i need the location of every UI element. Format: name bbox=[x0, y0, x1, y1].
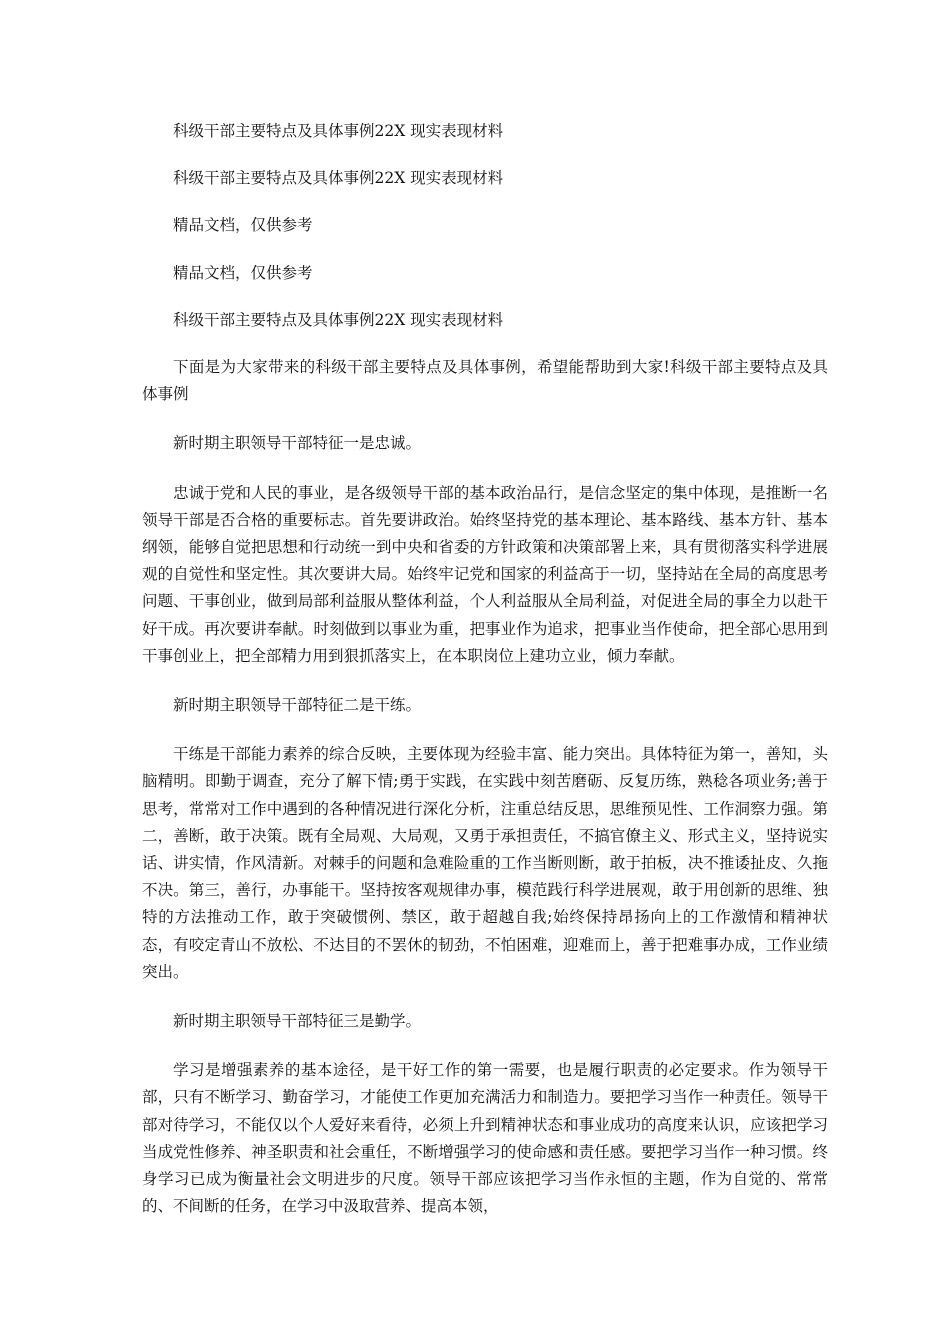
section-1-body: 忠诚于党和人民的事业，是各级领导干部的基本政治品行，是信念坚定的集中体现，是推断一名领导干部是否合格的重要标志。首先要讲政治。始终坚持党的基本理论、基本路线、基本方针、基本纲领，能够自觉把思想和行动统一到中央和省委的方针政策和决策部署上来，具有贯彻落实科学进展观的自觉性和坚定性。其次要讲大局。始终牢记党和国家的利益高于一切，坚持站在全局的高度思考问题、干事创业，做到局部利益服从整体利益，个人利益服从全局利益，对促进全局的事全力以赴干好干成。再次要讲奉献。时刻做到以事业为重，把事业作为追求，把事业当作使命，把全部心思用到干事创业上，把全部精力用到狠抓落实上，在本职岗位上建功立业，倾力奉献。 bbox=[142, 483, 828, 665]
document-page bbox=[142, 118, 828, 1221]
header-line-1: 科级干部主要特点及具体事例22X 现实表现材料 bbox=[173, 122, 504, 140]
section-3-body: 学习是增强素养的基本途径，是干好工作的第一需要，也是履行职责的必定要求。作为领导干部，只有不断学习、勤奋学习，才能使工作更加充满活力和制造力。要把学习当作一种责任。领导干部对待学习，不能仅以个人爱好来看待，必须上升到精神状态和事业成功的高度来认识，应该把学习当成党性修养、神圣职责和社会重任，不断增强学习的使命感和责任感。要把学习当作一种习惯。终身学习已成为衡量社会文明进步的尺度。领导干部应该把学习当作永恒的主题，作为自觉的、常常的、不间断的任务，在学习中汲取营养、提高本领， bbox=[142, 1061, 828, 1216]
intro-paragraph: 下面是为大家带来的科级干部主要特点及具体事例，希望能帮助到大家!科级干部主要特点及具体事例 bbox=[142, 358, 828, 404]
header-line-5: 科级干部主要特点及具体事例22X 现实表现材料 bbox=[173, 310, 504, 329]
header-line-3: 精品文档，仅供参考 bbox=[173, 216, 313, 235]
header-line-4: 精品文档，仅供参考 bbox=[173, 263, 313, 282]
section-1-heading: 新时期主职领导干部特征一是忠诚。 bbox=[173, 434, 422, 453]
header-line-2: 科级干部主要特点及具体事例22X 现实表现材料 bbox=[173, 169, 504, 188]
section-2-body: 干练是干部能力素养的综合反映，主要体现为经验丰富、能力突出。具体特征为第一，善知，头脑精明。即勤于调查，充分了解下情;勇于实践，在实践中刻苦磨砺、反复历练，熟稔各项业务;善于思考，常常对工作中遇到的各种情况进行深化分析，注重总结反思，思维预见性、工作洞察力强。第二，善断，敢于决策。既有全局观、大局观，又勇于承担责任，不搞官僚主义、形式主义，坚持说实话、讲实情，作风清新。对棘手的问题和急难险重的工作当断则断，敢于拍板，决不推诿扯皮、久拖不决。第三，善行，办事能干。坚持按客观规律办事，模范践行科学进展观，敢于用创新的思维、独特的方法推动工作，敢于突破惯例、禁区，敢于超越自我;始终保持昂扬向上的工作激情和精神状态，有咬定青山不放松、不达目的不罢休的韧劲，不怕困难，迎难而上，善于把难事办成，工作业绩突出。 bbox=[142, 745, 828, 981]
section-2-heading: 新时期主职领导干部特征二是干练。 bbox=[173, 696, 422, 715]
section-3-heading: 新时期主职领导干部特征三是勤学。 bbox=[173, 1012, 422, 1031]
